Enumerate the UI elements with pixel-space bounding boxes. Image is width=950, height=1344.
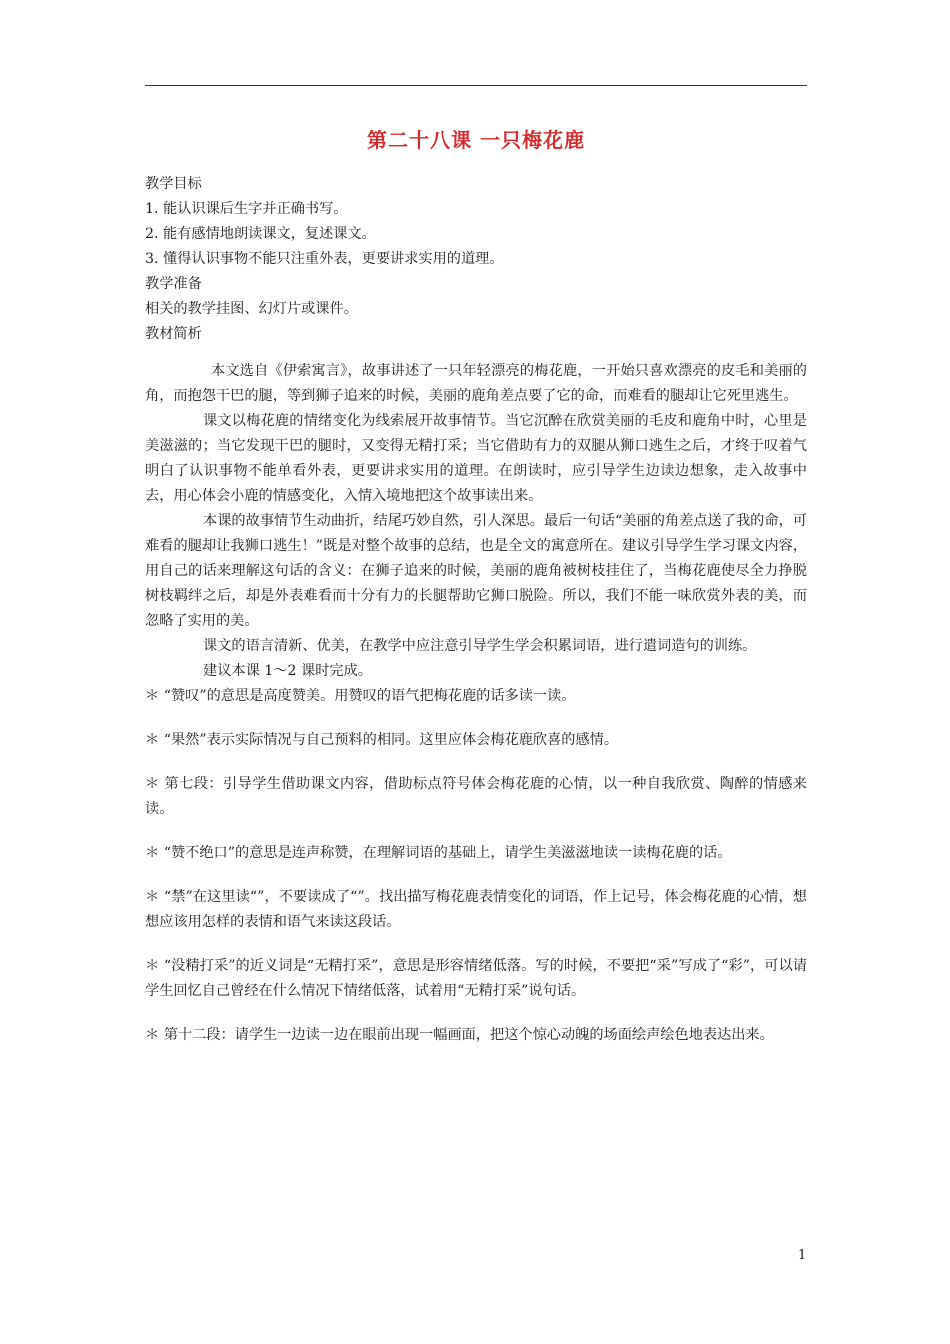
- note-item: ＊ “没精打采”的近义词是“无精打采”，意思是形容情绪低落。写的时候，不要把“采”写成了“彩”，可以请学生回忆自己曾经在什么情况下情绪低落，试着用“无精打采”说句话。: [145, 958, 807, 999]
- objective-item: 2. 能有感情地朗读课文，复述课文。: [145, 226, 376, 242]
- document-body: [145, 172, 807, 1048]
- section-heading-preparation: 教学准备: [145, 276, 202, 292]
- note-item: ＊ “赞不绝口”的意思是连声称赞，在理解词语的基础上，请学生美滋滋地读一读梅花鹿的话。: [145, 845, 732, 861]
- header-rule: [145, 85, 807, 86]
- objective-item: 1. 能认识课后生字并正确书写。: [145, 201, 348, 217]
- note-item: ＊ “赞叹”的意思是高度赞美。用赞叹的语气把梅花鹿的话多读一读。: [145, 688, 576, 704]
- preparation-text: 相关的教学挂图、幻灯片或课件。: [145, 301, 358, 317]
- objective-item: 3. 懂得认识事物不能只注重外表，更要讲求实用的道理。: [145, 251, 504, 267]
- analysis-paragraph: 课文以梅花鹿的情绪变化为线索展开故事情节。当它沉醉在欣赏美丽的毛皮和鹿角中时，心里是美滋滋的；当它发现干巴的腿时，又变得无精打采；当它借助有力的双腿从狮口逃生之后，才终于叹着气明白了认识事物不能单看外表，更要讲求实用的道理。在朗读时，应引导学生边读边想象，走入故事中去，用心体会小鹿的情感变化，入情入境地把这个故事读出来。: [145, 413, 807, 504]
- section-heading-objectives: 教学目标: [145, 176, 202, 192]
- note-item: ＊ “禁”在这里读“”，不要读成了“”。找出描写梅花鹿表情变化的词语，作上记号，体会梅花鹿的心情，想想应该用怎样的表情和语气来读这段话。: [145, 889, 807, 930]
- teaching-notes: [145, 684, 807, 1048]
- analysis-paragraph: 课文的语言清新、优美，在教学中应注意引导学生学会积累词语，进行遣词造句的训练。: [203, 638, 757, 654]
- section-heading-analysis: 教材简析: [145, 326, 202, 342]
- analysis-paragraph: 本文选自《伊索寓言》，故事讲述了一只年轻漂亮的梅花鹿，一开始只喜欢漂亮的皮毛和美丽的角，而抱怨干巴的腿，等到狮子追来的时候，美丽的鹿角差点要了它的命，而难看的腿却让它死里逃生。: [145, 363, 807, 404]
- note-item: ＊ “果然”表示实际情况与自己预料的相同。这里应体会梅花鹿欣喜的感情。: [145, 732, 619, 748]
- page-title: 第二十八课 一只梅花鹿: [367, 128, 585, 152]
- note-item: ＊ 第十二段：请学生一边读一边在眼前出现一幅画面，把这个惊心动魄的场面绘声绘色地表达出来。: [145, 1027, 774, 1043]
- note-item: ＊ 第七段：引导学生借助课文内容，借助标点符号体会梅花鹿的心情，以一种自我欣赏、陶醉的情感来读。: [145, 776, 807, 817]
- analysis-paragraph: 建议本课 1～2 课时完成。: [203, 663, 372, 679]
- analysis-paragraph: 本课的故事情节生动曲折，结尾巧妙自然，引人深思。最后一句话“美丽的角差点送了我的命，可难看的腿却让我狮口逃生！”既是对整个故事的总结，也是全文的寓意所在。建议引导学生学习课文内容，用自己的话来理解这句话的含义：在狮子追来的时候，美丽的鹿角被树枝挂住了，当梅花鹿使尽全力挣脱树枝羁绊之后，却是外表难看而十分有力的长腿帮助它狮口脱险。所以，我们不能一味欣赏外表的美，而忽略了实用的美。: [145, 513, 807, 629]
- page-number: 1: [798, 1248, 807, 1263]
